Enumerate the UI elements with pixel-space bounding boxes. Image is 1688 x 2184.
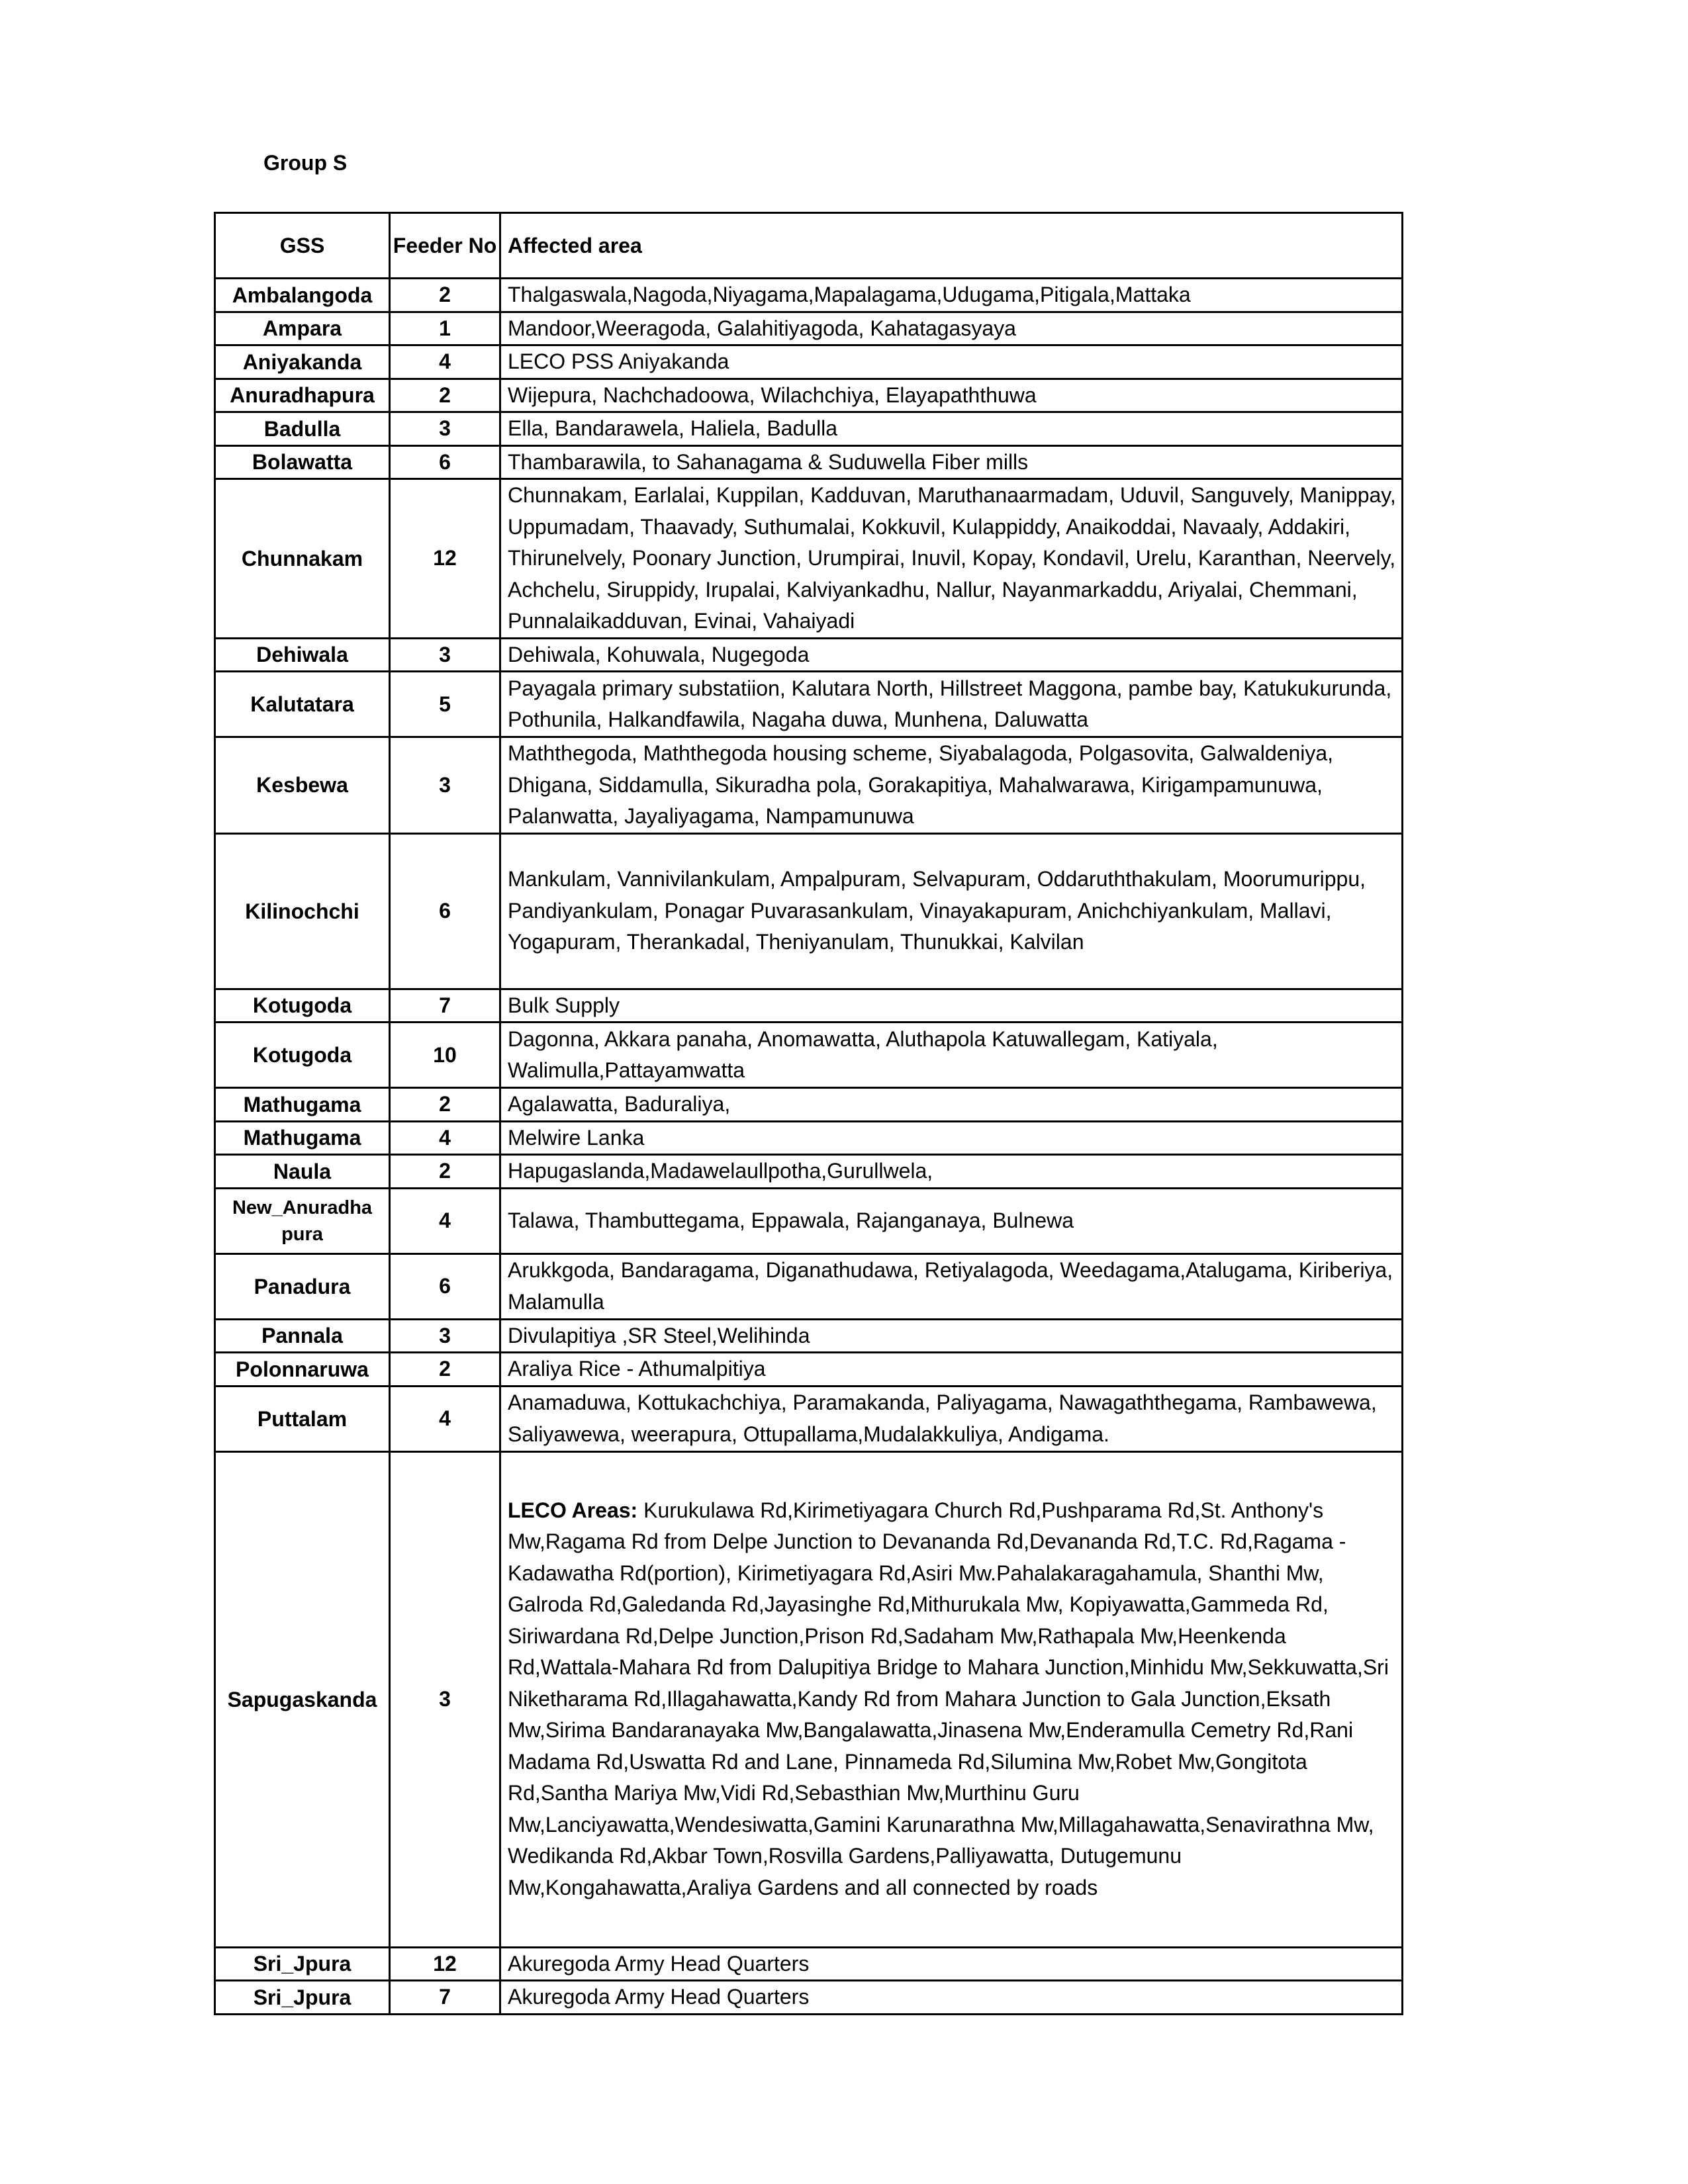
affected-area-cell xyxy=(500,345,1403,379)
gss-cell: Kalutatara xyxy=(215,672,390,737)
affected-area-cell xyxy=(500,989,1403,1023)
affected-area-text: Kurukulawa Rd,Kirimetiyagara Church Rd,Pushparama Rd,St. Anthony's Mw,Ragama Rd from Delpe Junction to Devananda Rd,Devananda Rd,T.C. Rd,Ragama - Kadawatha Rd(portion), Kirimetiyagara Rd,Asiri Mw.Pahalakaragahamula, Shanthi Mw, Galroda Rd,Galedanda Rd,Jayasinghe Rd,Mithurukala Mw, Kopiyawatta,Gammeda Rd, Siriwardana Rd,Delpe Junction,Prison Rd,Sadaham Mw,Rathapala Mw,Heenkenda Rd,Wattala-Mahara Rd from Dalupitiya Bridge to Mahara Junction,Minhidu Mw,Sekkuwatta,Sri Niketharama Rd,Illagahawatta,Kandy Rd from Mahara Junction to Gala Junction,Eksath Mw,Sirima Bandaranayaka Mw,Bangalawatta,Jinasena Mw,Enderamulla Cemetry Rd,Rani Madama Rd,Uswatta Rd and Lane, Pinnameda Rd,Silumina Mw,Robet Mw,Gongitota Rd,Santha Mariya Mw,Vidi Rd,Sebasthian Mw,Murthinu Guru Mw,Lanciyawatta,Wendesiwatta,Gamini Karunarathna Mw,Millagahawatta,Senavirathna Mw, Wedikanda Rd,Akbar Town,Rosvilla Gardens,Palliyawatta, Dutugemunu Mw,Kongahawatta,Araliya Gardens and all connected by roads xyxy=(508,1498,1389,1899)
affected-area-cell xyxy=(500,1188,1403,1253)
affected-area-text: Bulk Supply xyxy=(508,993,620,1017)
affected-area-text: Thalgaswala,Nagoda,Niyagama,Mapalagama,Udugama,Pitigala,Mattaka xyxy=(508,283,1191,306)
table-row xyxy=(215,833,1403,989)
feeder-no-cell: 6 xyxy=(390,1253,500,1319)
table-row xyxy=(215,989,1403,1023)
affected-area-text: Akuregoda Army Head Quarters xyxy=(508,1951,810,1976)
feeder-no-cell: 2 xyxy=(390,1088,500,1122)
gss-cell: Aniyakanda xyxy=(215,345,390,379)
gss-cell: Panadura xyxy=(215,1253,390,1319)
feeder-no-cell: 12 xyxy=(390,479,500,639)
affected-area-text: Wijepura, Nachchadoowa, Wilachchiya, Elayapaththuwa xyxy=(508,383,1037,407)
affected-area-cell xyxy=(500,1319,1403,1353)
affected-area-cell xyxy=(500,1121,1403,1155)
feeder-no-cell: 1 xyxy=(390,312,500,345)
feeder-no-cell: 3 xyxy=(390,737,500,834)
affected-area-cell xyxy=(500,1155,1403,1189)
table-row xyxy=(215,1981,1403,2015)
affected-area-text: Divulapitiya ,SR Steel,Welihinda xyxy=(508,1323,810,1347)
table-row xyxy=(215,638,1403,672)
gss-cell: Bolawatta xyxy=(215,445,390,479)
affected-area-text: Thambarawila, to Sahanagama & Suduwella Fiber mills xyxy=(508,449,1029,474)
table-row xyxy=(215,312,1403,345)
affected-area-cell xyxy=(500,1386,1403,1451)
feeder-no-cell: 2 xyxy=(390,1353,500,1387)
affected-area-cell xyxy=(500,1023,1403,1088)
affected-area-text: Hapugaslanda,Madawelaullpotha,Gurullwela, xyxy=(508,1159,933,1183)
affected-area-cell xyxy=(500,737,1403,834)
header-gss: GSS xyxy=(215,213,390,279)
feeder-no-cell: 4 xyxy=(390,1121,500,1155)
affected-area-text: LECO PSS Aniyakanda xyxy=(508,349,729,373)
affected-area-cell xyxy=(500,445,1403,479)
table-row xyxy=(215,1353,1403,1387)
gss-cell: Kotugoda xyxy=(215,989,390,1023)
affected-area-cell xyxy=(500,1451,1403,1947)
gss-cell: Ambalangoda xyxy=(215,279,390,312)
table-row xyxy=(215,1451,1403,1947)
table-row xyxy=(215,737,1403,834)
gss-cell: Kilinochchi xyxy=(215,833,390,989)
feeder-no-cell: 6 xyxy=(390,445,500,479)
affected-area-text: Ella, Bandarawela, Haliela, Badulla xyxy=(508,416,838,440)
affected-area-cell xyxy=(500,672,1403,737)
outage-table xyxy=(214,212,1403,2015)
gss-cell: Anuradhapura xyxy=(215,379,390,412)
affected-area-cell xyxy=(500,279,1403,312)
affected-area-cell xyxy=(500,412,1403,446)
affected-area-cell xyxy=(500,479,1403,639)
gss-cell: Kotugoda xyxy=(215,1023,390,1088)
gss-cell: Kesbewa xyxy=(215,737,390,834)
gss-cell: Puttalam xyxy=(215,1386,390,1451)
feeder-no-cell: 2 xyxy=(390,379,500,412)
feeder-no-cell: 6 xyxy=(390,833,500,989)
affected-area-text: Agalawatta, Baduraliya, xyxy=(508,1092,731,1116)
table-row xyxy=(215,1386,1403,1451)
gss-cell: Naula xyxy=(215,1155,390,1189)
feeder-no-cell: 2 xyxy=(390,279,500,312)
affected-area-text: Mandoor,Weeragoda, Galahitiyagoda, Kahatagasyaya xyxy=(508,316,1016,340)
gss-cell: New_Anuradha pura xyxy=(215,1188,390,1253)
feeder-no-cell: 7 xyxy=(390,989,500,1023)
feeder-no-cell: 12 xyxy=(390,1947,500,1981)
affected-area-text: Anamaduwa, Kottukachchiya, Paramakanda, Paliyagama, Nawagaththegama, Rambawewa, Saliyawewa, weerapura, Ottupallama,Mudalakkuliya, Andigama. xyxy=(508,1390,1377,1446)
affected-area-cell xyxy=(500,1947,1403,1981)
table-row xyxy=(215,1947,1403,1981)
table-row xyxy=(215,345,1403,379)
table-row xyxy=(215,1253,1403,1319)
table-row xyxy=(215,1188,1403,1253)
feeder-no-cell: 4 xyxy=(390,345,500,379)
feeder-no-cell: 3 xyxy=(390,1319,500,1353)
gss-cell: Dehiwala xyxy=(215,638,390,672)
gss-cell: Sapugaskanda xyxy=(215,1451,390,1947)
table-row xyxy=(215,1023,1403,1088)
gss-cell: Polonnaruwa xyxy=(215,1353,390,1387)
affected-area-text: Chunnakam, Earlalai, Kuppilan, Kadduvan, Maruthanaarmadam, Uduvil, Sanguvely, Manippay, Uppumadam, Thaavady, Suthumalai, Kokkuvil, Kulappiddy, Anaikoddai, Navaaly, Addakiri, Thirunelvely, Poonary Junction, Urumpirai, Inuvil, Kopay, Kondavil, Urelu, Karanthan, Neervely, Achchelu, Siruppidy, Irupalai, Kalviyankadhu, Nallur, Nayanmarkaddu, Ariyalai, Chemmani, Punnalaikadduvan, Evinai, Vahaiyadi xyxy=(508,483,1396,633)
affected-area-cell xyxy=(500,833,1403,989)
table-body xyxy=(215,279,1403,2015)
affected-area-text: Payagala primary substatiion, Kalutara North, Hillstreet Maggona, pambe bay, Katukukurunda, Pothunila, Halkandfawila, Nagaha duwa, Munhena, Daluwatta xyxy=(508,676,1392,731)
table-row xyxy=(215,379,1403,412)
table-row xyxy=(215,1319,1403,1353)
table-row xyxy=(215,1121,1403,1155)
affected-area-text: Dagonna, Akkara panaha, Anomawatta, Aluthapola Katuwallegam, Katiyala, Walimulla,Pattayamwatta xyxy=(508,1026,1218,1082)
affected-area-text: Maththegoda, Maththegoda housing scheme, Siyabalagoda, Polgasovita, Galwaldeniya, Dhigana, Siddamulla, Sikuradha pola, Gorakapitiya, Mahalwarawa, Kirigampamunuwa, Palanwatta, Jayaliyagama, Nampamunuwa xyxy=(508,741,1334,828)
affected-area-cell xyxy=(500,1088,1403,1122)
gss-cell: Sri_Jpura xyxy=(215,1981,390,2015)
gss-cell: Mathugama xyxy=(215,1121,390,1155)
feeder-no-cell: 3 xyxy=(390,1451,500,1947)
leco-areas-label: LECO Areas: xyxy=(508,1498,638,1522)
feeder-no-cell: 10 xyxy=(390,1023,500,1088)
table-row xyxy=(215,672,1403,737)
group-title: Group S xyxy=(263,151,348,175)
table-row xyxy=(215,1155,1403,1189)
header-feeder-no: Feeder No xyxy=(390,213,500,279)
affected-area-text: Akuregoda Army Head Quarters xyxy=(508,1985,810,2009)
affected-area-cell xyxy=(500,1253,1403,1319)
gss-cell: Ampara xyxy=(215,312,390,345)
affected-area-text: Dehiwala, Kohuwala, Nugegoda xyxy=(508,642,810,666)
feeder-no-cell: 4 xyxy=(390,1188,500,1253)
table-row xyxy=(215,279,1403,312)
feeder-no-cell: 3 xyxy=(390,412,500,446)
header-row xyxy=(215,213,1403,279)
feeder-no-cell: 2 xyxy=(390,1155,500,1189)
feeder-no-cell: 5 xyxy=(390,672,500,737)
gss-cell: Badulla xyxy=(215,412,390,446)
affected-area-cell xyxy=(500,379,1403,412)
affected-area-cell xyxy=(500,638,1403,672)
gss-cell: Sri_Jpura xyxy=(215,1947,390,1981)
gss-cell: Pannala xyxy=(215,1319,390,1353)
table-row xyxy=(215,445,1403,479)
feeder-no-cell: 3 xyxy=(390,638,500,672)
feeder-no-cell: 4 xyxy=(390,1386,500,1451)
table-row xyxy=(215,479,1403,639)
affected-area-text: Araliya Rice - Athumalpitiya xyxy=(508,1357,766,1381)
affected-area-text: Arukkgoda, Bandaragama, Diganathudawa, Retiyalagoda, Weedagama,Atalugama, Kiriberiya, Malamulla xyxy=(508,1258,1393,1314)
affected-area-text: Talawa, Thambuttegama, Eppawala, Rajanganaya, Bulnewa xyxy=(508,1208,1074,1232)
affected-area-text: Melwire Lanka xyxy=(508,1125,645,1150)
header-affected-area: Affected area xyxy=(500,213,1403,279)
table-row xyxy=(215,412,1403,446)
affected-area-text: Mankulam, Vannivilankulam, Ampalpuram, Selvapuram, Oddaruththakulam, Moorumurippu, Pandiyankulam, Ponagar Puvarasankulam, Vinayakapuram, Anichchiyankulam, Mallavi, Yogapuram, Therankadal, Theniyanulam, Thunukkai, Kalvilan xyxy=(508,867,1366,954)
affected-area-cell xyxy=(500,312,1403,345)
feeder-no-cell: 7 xyxy=(390,1981,500,2015)
gss-cell: Mathugama xyxy=(215,1088,390,1122)
affected-area-cell xyxy=(500,1981,1403,2015)
table-row xyxy=(215,1088,1403,1122)
affected-area-cell xyxy=(500,1353,1403,1387)
gss-cell: Chunnakam xyxy=(215,479,390,639)
